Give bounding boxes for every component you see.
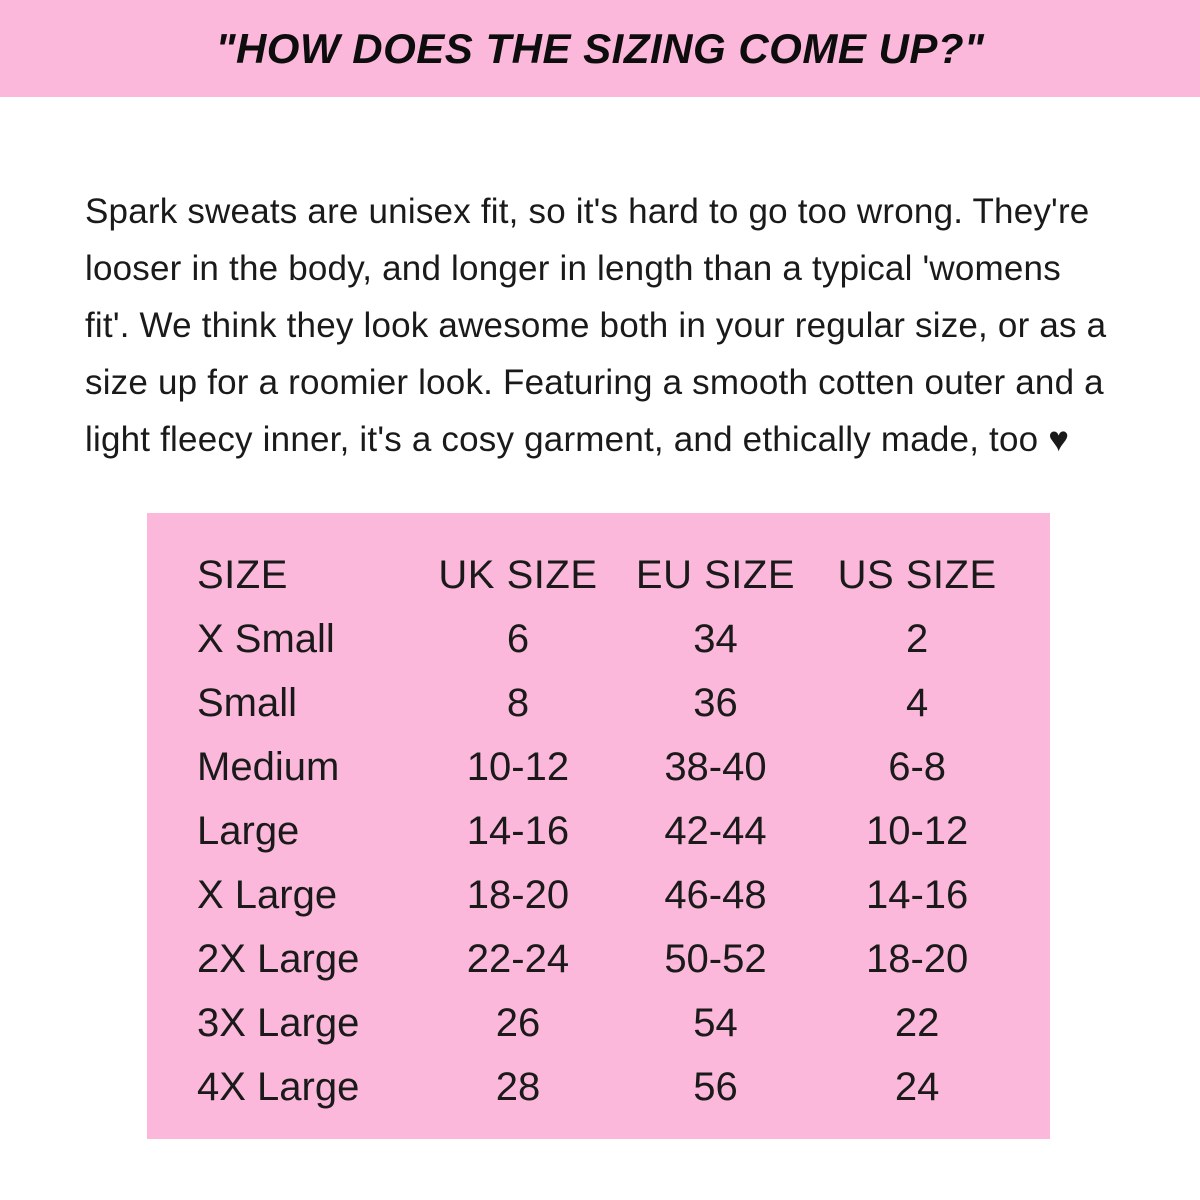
intro-paragraph <box>85 183 1130 468</box>
cell-eu-size: 36 <box>693 680 738 725</box>
intro-line: light fleecy inner, it's a cosy garment, and ethically made, too ♥ <box>85 420 1070 459</box>
cell-uk-size: 26 <box>495 1000 541 1045</box>
cell-us-size: 24 <box>894 1064 940 1109</box>
intro-line: Spark sweats are unisex fit, so it's hard to go too wrong. They're <box>85 192 1090 231</box>
cell-uk-size: 14-16 <box>466 808 570 853</box>
cell-eu-size: 34 <box>693 616 738 661</box>
cell-eu-size: 54 <box>693 1000 738 1045</box>
cell-uk-size: 6 <box>506 616 530 661</box>
cell-us-size: 10-12 <box>865 808 969 853</box>
table-row <box>197 863 1020 927</box>
cell-us-size: 4 <box>905 680 929 725</box>
cell-size: Small <box>197 680 298 725</box>
table-row <box>197 607 1020 671</box>
cell-eu-size: 56 <box>693 1064 738 1109</box>
intro-line: looser in the body, and longer in length than a typical 'womens <box>85 249 1061 288</box>
cell-size: X Large <box>197 872 338 917</box>
cell-uk-size: 22-24 <box>466 936 570 981</box>
cell-uk-size: 10-12 <box>466 744 570 789</box>
size-table <box>197 543 1020 1119</box>
column-header-us-size: US SIZE <box>837 552 997 597</box>
table-row <box>197 799 1020 863</box>
page-title: "HOW DOES THE SIZING COME UP?" <box>215 24 985 72</box>
cell-us-size: 18-20 <box>865 936 969 981</box>
intro-line: fit'. We think they look awesome both in your regular size, or as a <box>85 306 1107 345</box>
cell-size: Large <box>197 808 300 853</box>
table-row <box>197 671 1020 735</box>
cell-eu-size: 38-40 <box>664 744 767 789</box>
cell-size: 3X Large <box>197 1000 360 1045</box>
table-row <box>197 735 1020 799</box>
cell-size: 4X Large <box>197 1064 360 1109</box>
table-row <box>197 991 1020 1055</box>
size-chart-panel <box>147 513 1050 1139</box>
cell-eu-size: 46-48 <box>664 872 767 917</box>
cell-us-size: 22 <box>894 1000 940 1045</box>
column-header-uk-size: UK SIZE <box>438 552 598 597</box>
cell-eu-size: 42-44 <box>664 808 767 853</box>
column-header-eu-size: EU SIZE <box>635 552 796 597</box>
cell-size: 2X Large <box>197 936 360 981</box>
column-header-size: SIZE <box>197 552 288 597</box>
cell-us-size: 14-16 <box>865 872 969 917</box>
cell-us-size: 6-8 <box>888 744 947 789</box>
table-row <box>197 1055 1020 1119</box>
header-banner <box>0 0 1200 97</box>
cell-uk-size: 18-20 <box>466 872 570 917</box>
cell-eu-size: 50-52 <box>664 936 767 981</box>
cell-size: Medium <box>197 744 340 789</box>
cell-size: X Small <box>197 616 335 661</box>
table-header-row <box>197 543 1020 607</box>
cell-uk-size: 8 <box>506 680 530 725</box>
table-row <box>197 927 1020 991</box>
intro-line: size up for a roomier look. Featuring a smooth cotten outer and a <box>85 363 1104 402</box>
cell-uk-size: 28 <box>495 1064 541 1109</box>
cell-us-size: 2 <box>905 616 929 661</box>
